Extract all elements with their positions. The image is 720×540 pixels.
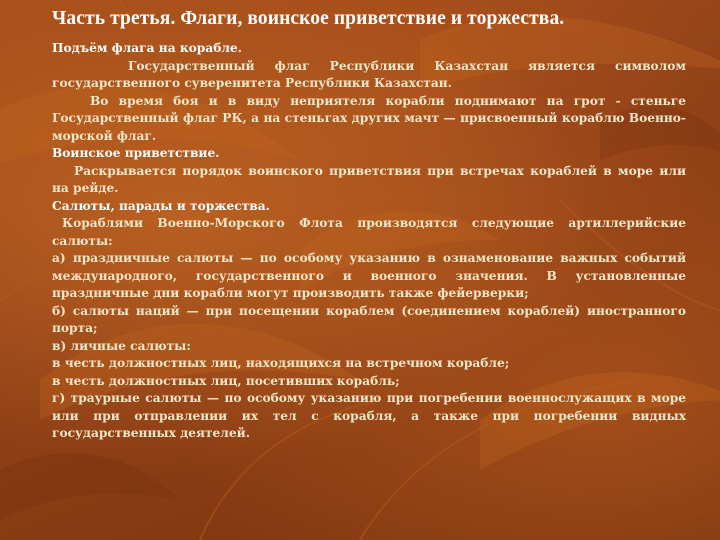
list-item-national-salutes: б) салюты наций — при посещении кораблем (соединением кораблей) иностранного порта;	[52, 303, 686, 335]
paragraph-flag-symbol: Государственный флаг Республики Казахстан является символом государственного суверенитета Республики Казахстан.	[52, 58, 686, 90]
body-text	[52, 40, 686, 443]
paragraph-battle-flag: Во время боя и в виду неприятеля корабли поднимают на грот - стеньге Государственный флаг РК, а на стеньгах других мачт — присвоенный кораблю Военно-морской флаг.	[52, 93, 686, 143]
section-heading-celebrations: Салюты, парады и торжества.	[52, 198, 270, 213]
paragraph-artillery-salutes: Кораблями Военно-Морского Флота производятся следующие артиллерийские салюты:	[52, 216, 686, 248]
list-subitem-oncoming-ship: в честь должностных лиц, находящихся на встречном корабле;	[52, 356, 510, 370]
list-item-festive-salutes: а) праздничные салюты — по особому указанию в ознаменование важных событий международного, государственного и военного значения. В установленные праздничные дни корабли могут производить также фейерверки;	[52, 251, 686, 300]
section-heading-flag: Подъём флага на корабле.	[52, 41, 242, 55]
paragraph-salute-order: Раскрывается порядок воинского приветствия при встречах кораблей в море или на рейде.	[52, 163, 686, 195]
content-area	[52, 8, 686, 443]
list-item-personal-salutes: в) личные салюты:	[52, 338, 191, 353]
list-item-mourning-salutes: г) траурные салюты — по особому указанию при погребении военнослужащих в море или при отправлении их тел с корабля, а также при погребении видных государственных деятелей.	[52, 391, 686, 440]
section-heading-salute: Воинское приветствие.	[52, 146, 220, 160]
list-subitem-visiting-officials: в честь должностных лиц, посетивших корабль;	[52, 373, 400, 388]
slide-title: Часть третья. Флаги, воинское приветствие и торжества.	[52, 8, 565, 29]
